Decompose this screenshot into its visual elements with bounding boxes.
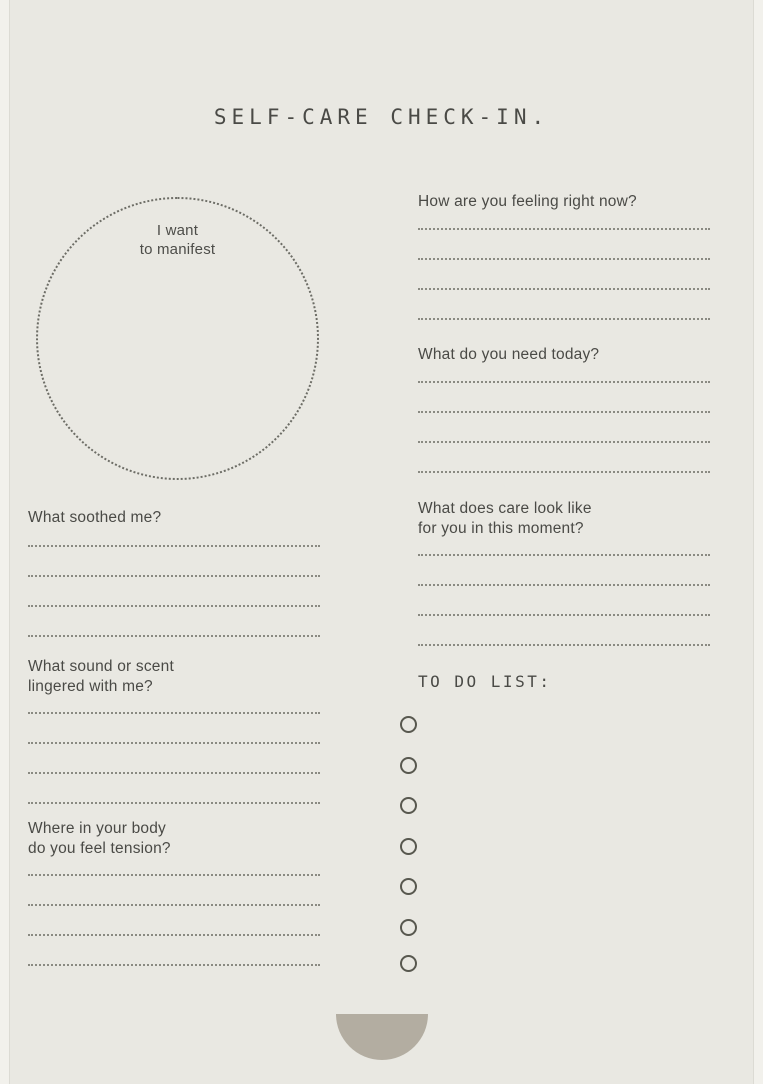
list-item[interactable] [400,797,710,825]
write-line[interactable] [418,411,710,413]
prompt-soothed-label: What soothed me? [28,509,162,526]
prompt-feeling-label: How are you feeling right now? [418,193,637,210]
write-line[interactable] [418,258,710,260]
prompt-sound-scent-lines[interactable] [28,712,320,804]
write-line[interactable] [418,381,710,383]
write-line[interactable] [28,605,320,607]
todo-checkbox-icon[interactable] [400,838,417,855]
write-line[interactable] [28,772,320,774]
todo-checkbox-icon[interactable] [400,919,417,936]
list-item[interactable] [400,919,710,947]
list-item[interactable] [400,716,710,744]
manifest-label-line-1: I want [156,222,199,239]
write-line[interactable] [418,441,710,443]
page-title: SELF-CARE CHECK-IN. [213,105,550,129]
write-line[interactable] [28,545,320,547]
prompt-care-lines[interactable] [418,554,710,646]
list-item[interactable] [400,757,710,785]
prompt-feeling-lines[interactable] [418,228,710,320]
write-line[interactable] [28,964,320,966]
todo-checkbox-icon[interactable] [400,757,417,774]
todo-checkbox-icon[interactable] [400,878,417,895]
write-line[interactable] [28,904,320,906]
list-item[interactable] [400,955,710,983]
todo-list-title: TO DO LIST: [418,672,552,691]
prompt-care-label-line-2: for you in this moment? [418,520,584,537]
write-line[interactable] [418,644,710,646]
list-item[interactable] [400,878,710,906]
write-line[interactable] [418,471,710,473]
prompt-care-label-line-1: What does care look like [418,500,592,517]
prompt-body-tension-lines[interactable] [28,874,320,966]
prompt-body-tension-label [28,819,320,859]
page-tab-shape [336,1014,428,1060]
prompt-sound-scent-label [28,657,320,697]
prompt-body-tension-label-line-1: Where in your body [28,820,166,837]
write-line[interactable] [28,802,320,804]
prompt-need-today-label: What do you need today? [418,346,600,363]
write-line[interactable] [418,288,710,290]
todo-checkbox-icon[interactable] [400,797,417,814]
write-line[interactable] [28,575,320,577]
write-line[interactable] [418,318,710,320]
write-line[interactable] [28,635,320,637]
todo-checkbox-icon[interactable] [400,716,417,733]
manifest-label [36,221,319,259]
prompt-need-today-lines[interactable] [418,381,710,473]
write-line[interactable] [418,554,710,556]
manifest-label-line-2: to manifest [139,241,216,258]
list-item[interactable] [400,838,710,866]
write-line[interactable] [28,712,320,714]
write-line[interactable] [28,742,320,744]
write-line[interactable] [418,584,710,586]
todo-checkbox-icon[interactable] [400,955,417,972]
prompt-body-tension-label-line-2: do you feel tension? [28,840,171,857]
page-edge-right [753,0,763,1084]
write-line[interactable] [418,228,710,230]
page-edge-left [0,0,10,1084]
prompt-sound-scent-label-line-2: lingered with me? [28,678,153,695]
prompt-care-label [418,499,710,539]
prompt-sound-scent-label-line-1: What sound or scent [28,658,174,675]
write-line[interactable] [418,614,710,616]
write-line[interactable] [28,934,320,936]
write-line[interactable] [28,874,320,876]
prompt-soothed-lines[interactable] [28,545,320,637]
